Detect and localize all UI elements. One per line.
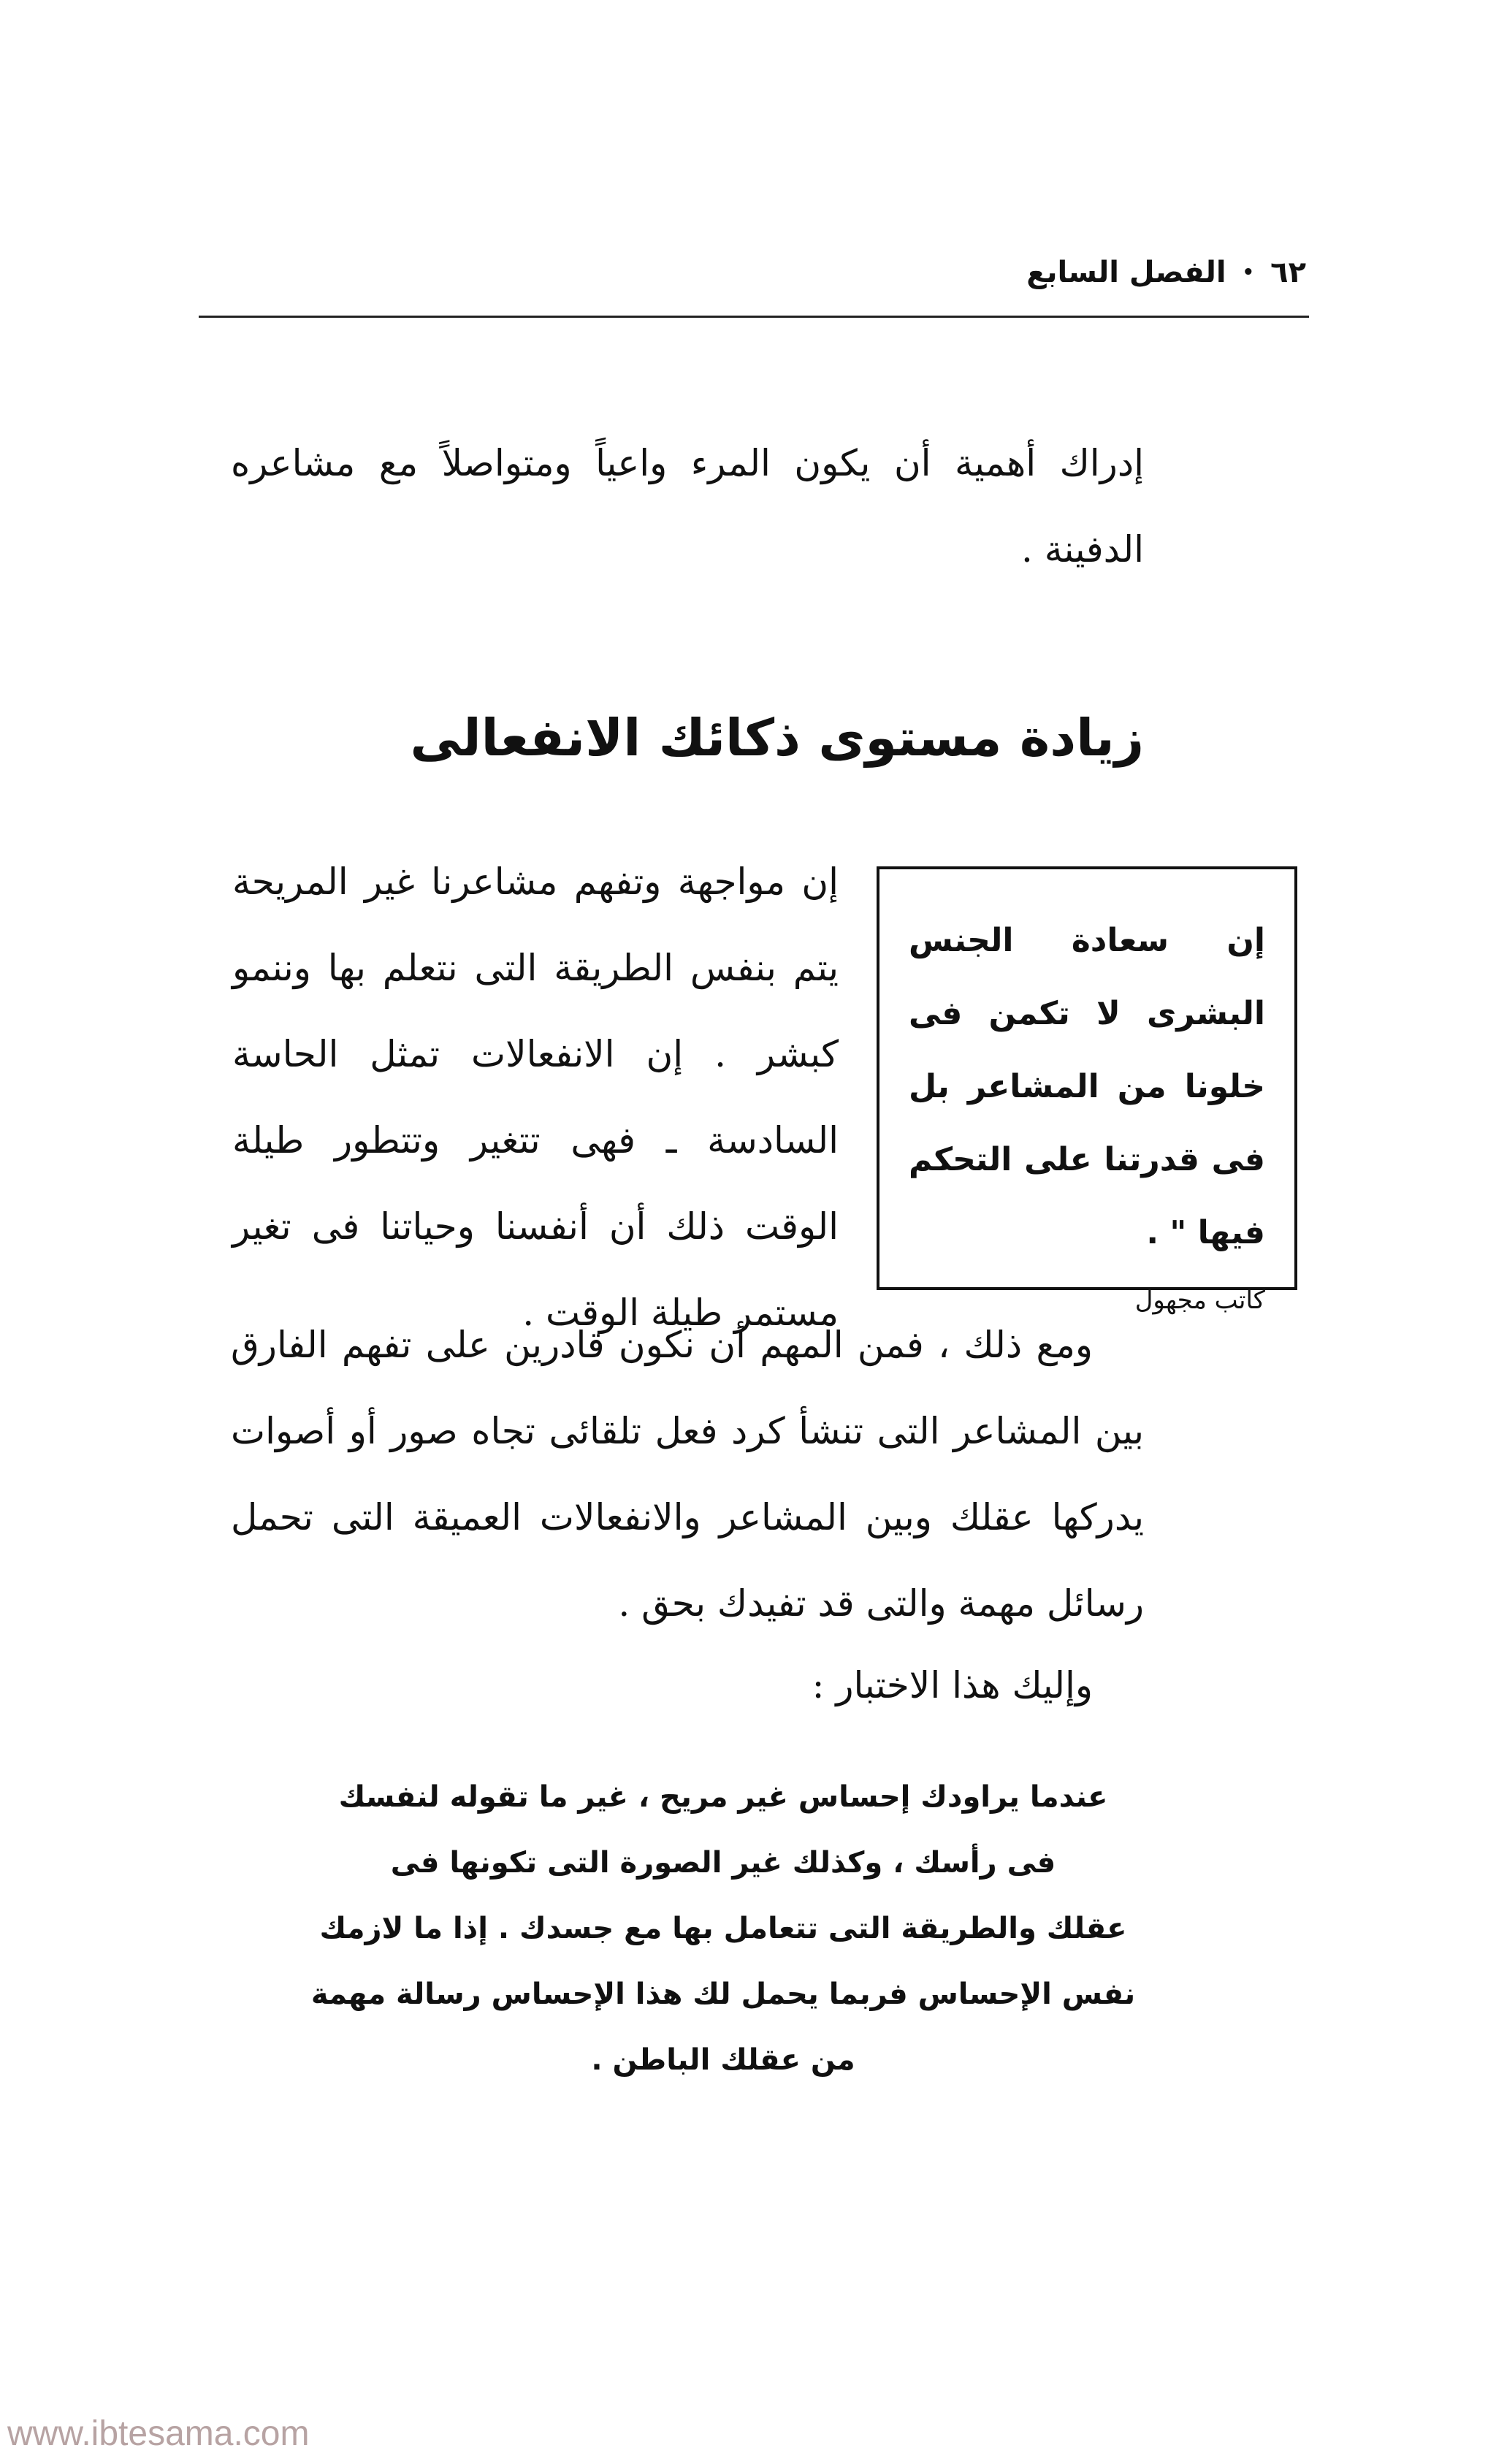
site-watermark: www.ibtesama.com	[7, 2414, 310, 2453]
page-number: ٦٢	[1270, 256, 1306, 289]
test-line: نفس الإحساس فربما يحمل لك هذا الإحساس رسالة مهمة	[310, 1977, 1136, 2011]
test-line: من عقلك الباطن .	[591, 2043, 855, 2077]
quote-box	[877, 866, 1297, 1315]
chapter-title: الفصل السابع	[1026, 256, 1226, 289]
test-lead-in: وإليك هذا الاختبار :	[812, 1664, 1093, 1706]
intro-paragraph: إدراك أهمية أن يكون المرء واعياً ومتواصلاً مع مشاعره الدفينة .	[231, 442, 1144, 571]
section-heading: زيادة مستوى ذكائك الانفعالى	[410, 708, 1144, 768]
test-line: عقلك والطريقة التى تتعامل بها مع جسدك . إذا ما لازمك	[319, 1912, 1127, 1945]
body-paragraph-2-text: ومع ذلك ، فمن المهم أن نكون قادرين على تفهم الفارق بين المشاعر التى تنشأ كرد فعل تلقائى تجاه صور أو أصوات يدركها عقلك وبين المشاعر والانفعالات العميقة التى تحمل رسائل مهمة والتى قد تفيدك بحق .	[231, 1324, 1144, 1625]
header-bullet: •	[1242, 262, 1255, 283]
test-line: فى رأسك ، وكذلك غير الصورة التى تكونها فى	[390, 1846, 1056, 1880]
header-rule	[199, 316, 1309, 318]
quote-text: إن سعادة الجنس البشرى لا تكمن فى خلونا من المشاعر بل فى قدرتنا على التحكم فيها " .	[909, 922, 1265, 1251]
test-block	[278, 1764, 1169, 2093]
quote-author: كاتب مجهول	[1134, 1286, 1265, 1315]
test-line: عندما يراودك إحساس غير مريح ، غير ما تقوله لنفسك	[338, 1780, 1108, 1814]
running-header	[236, 256, 1306, 289]
body-paragraph-2	[231, 1302, 1144, 1647]
body-paragraph-1: إن مواجهة وتفهم مشاعرنا غير المريحة يتم بنفس الطريقة التى نتعلم بها وننمو كبشر . إن الانفعالات تمثل الحاسة السادسة ـ فهى تتغير وتتطور طيلة الوقت ذلك أن أنفسنا وحياتنا فى تغير مستمر طيلة الوقت .	[232, 861, 839, 1334]
